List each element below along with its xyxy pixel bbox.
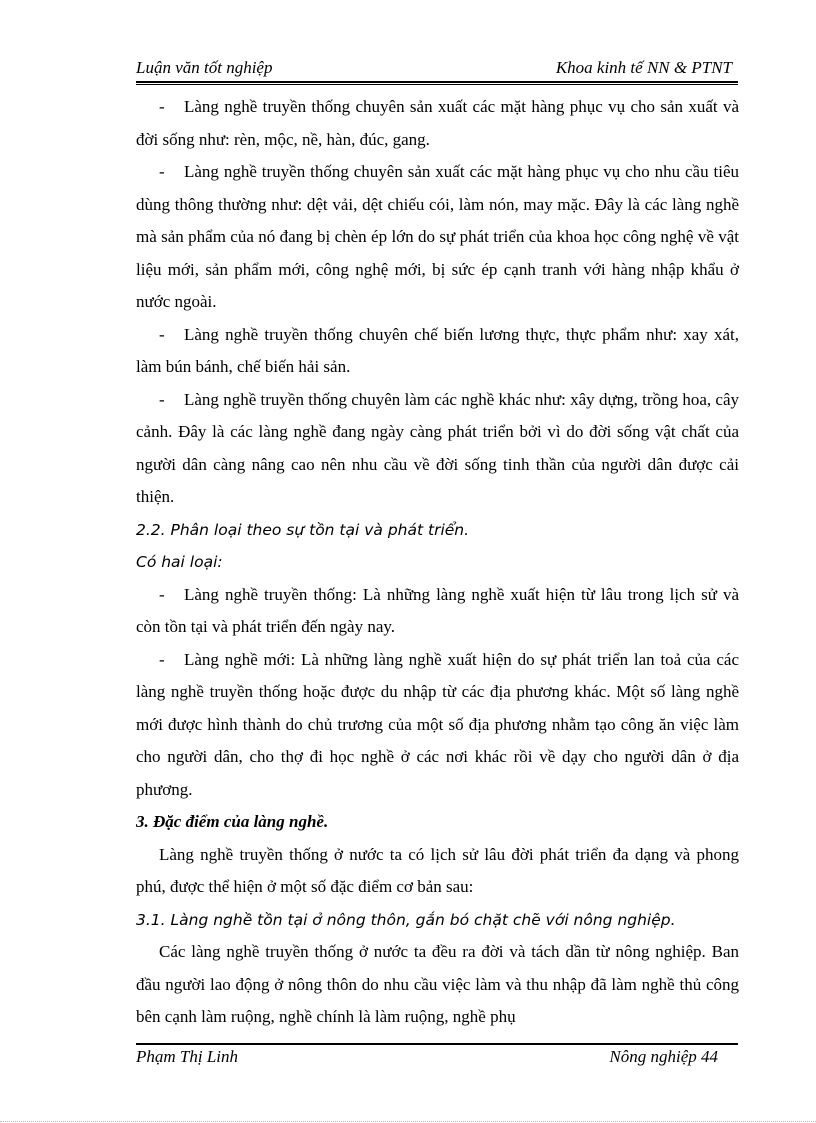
bullet-text: Làng nghề truyền thống chuyên sản xuất các mặt hàng phục vụ cho sản xuất và đời sống như: rèn, mộc, nề, hàn, đúc, gang.	[136, 97, 739, 149]
bullet-text: Làng nghề truyền thống: Là những làng nghề xuất hiện từ lâu trong lịch sử và còn tồn tại và phát triển đến ngày nay.	[136, 584, 739, 636]
paragraph-2: Các làng nghề truyền thống ở nước ta đều ra đời và tách dần từ nông nghiệp. Ban đầu người lao động ở nông thôn do nhu cầu việc làm và thu nhập đã làm nghề thủ công bên cạnh làm ruộng, nghề chính là làm ruộng, nghề phụ	[136, 942, 739, 1026]
bullet-paragraph-4	[136, 384, 739, 514]
bullet-dash: -	[159, 162, 165, 181]
header-faculty-label: Khoa kinh tế NN & PTNT	[555, 58, 732, 77]
bullet-paragraph-5	[136, 579, 739, 644]
header-rule	[136, 81, 738, 83]
footer-rule	[136, 1043, 738, 1045]
bullet-dash: -	[159, 584, 165, 604]
section-heading-3: 3. Đặc điểm của làng nghề.	[136, 812, 329, 831]
page-edge-divider	[0, 1121, 816, 1122]
bullet-text: Làng nghề mới: Là những làng nghề xuất hiện do sự phát triển lan toả của các làng nghề truyền thống hoặc được du nhập từ các địa phương khác. Một số làng nghề mới được hình thành do chủ trương của một số địa phương nhằm tạo công ăn việc làm cho người dân, cho thợ đi học nghề ở các nơi khác rồi về dạy cho người dân ở địa phương.	[136, 649, 739, 799]
bullet-text: Làng nghề truyền thống chuyên sản xuất các mặt hàng phục vụ cho nhu cầu tiêu dùng thông thường như: dệt vải, dệt chiếu cói, làm nón, may mặc. Đây là các làng nghề mà sản phẩm của nó đang bị chèn ép lớn do sự phát triển của khoa học công nghệ về vật liệu mới, sản phẩm mới, công nghệ mới, bị sức ép cạnh tranh với hàng nhập khẩu ở nước ngoài.	[136, 162, 739, 311]
page-header	[136, 58, 738, 80]
bullet-text: Làng nghề truyền thống chuyên chế biến lương thực, thực phẩm như: xay xát, làm bún bánh, chế biến hải sản.	[136, 324, 739, 376]
bullet-paragraph-2	[136, 156, 739, 319]
section-heading-3-1: 3.1. Làng nghề tồn tại ở nông thôn, gắn bó chặt chẽ với nông nghiệp.	[136, 910, 676, 929]
bullet-dash: -	[159, 324, 165, 344]
bullet-dash: -	[159, 97, 165, 116]
bullet-dash: -	[159, 649, 165, 669]
bullet-paragraph-6	[136, 644, 739, 807]
footer-author: Phạm Thị Linh	[136, 1047, 239, 1066]
paragraph-1: Làng nghề truyền thống ở nước ta có lịch sử lâu đời phát triển đa dạng và phong phú, được thể hiện ở một số đặc điểm cơ bản sau:	[136, 844, 739, 896]
header-rule-thin	[136, 84, 738, 85]
bullet-paragraph-3	[136, 319, 739, 384]
page-body	[136, 91, 739, 1034]
bullet-dash: -	[159, 389, 165, 409]
header-thesis-label: Luận văn tốt nghiệp	[136, 58, 273, 77]
section-heading-2-2: 2.2. Phân loại theo sự tồn tại và phát triển.	[136, 520, 470, 539]
page-footer	[136, 1047, 738, 1069]
bullet-text: Làng nghề truyền thống chuyên làm các nghề khác như: xây dựng, trồng hoa, cây cảnh. Đây là các làng nghề đang ngày càng phát triển bởi vì do đời sống vật chất của người dân càng nâng cao nên nhu cầu về đời sống tinh thần của người dân được cải thiện.	[136, 389, 739, 506]
intro-line: Có hai loại:	[136, 553, 223, 571]
bullet-paragraph-1	[136, 91, 739, 156]
footer-class: Nông nghiệp 44	[609, 1047, 718, 1066]
